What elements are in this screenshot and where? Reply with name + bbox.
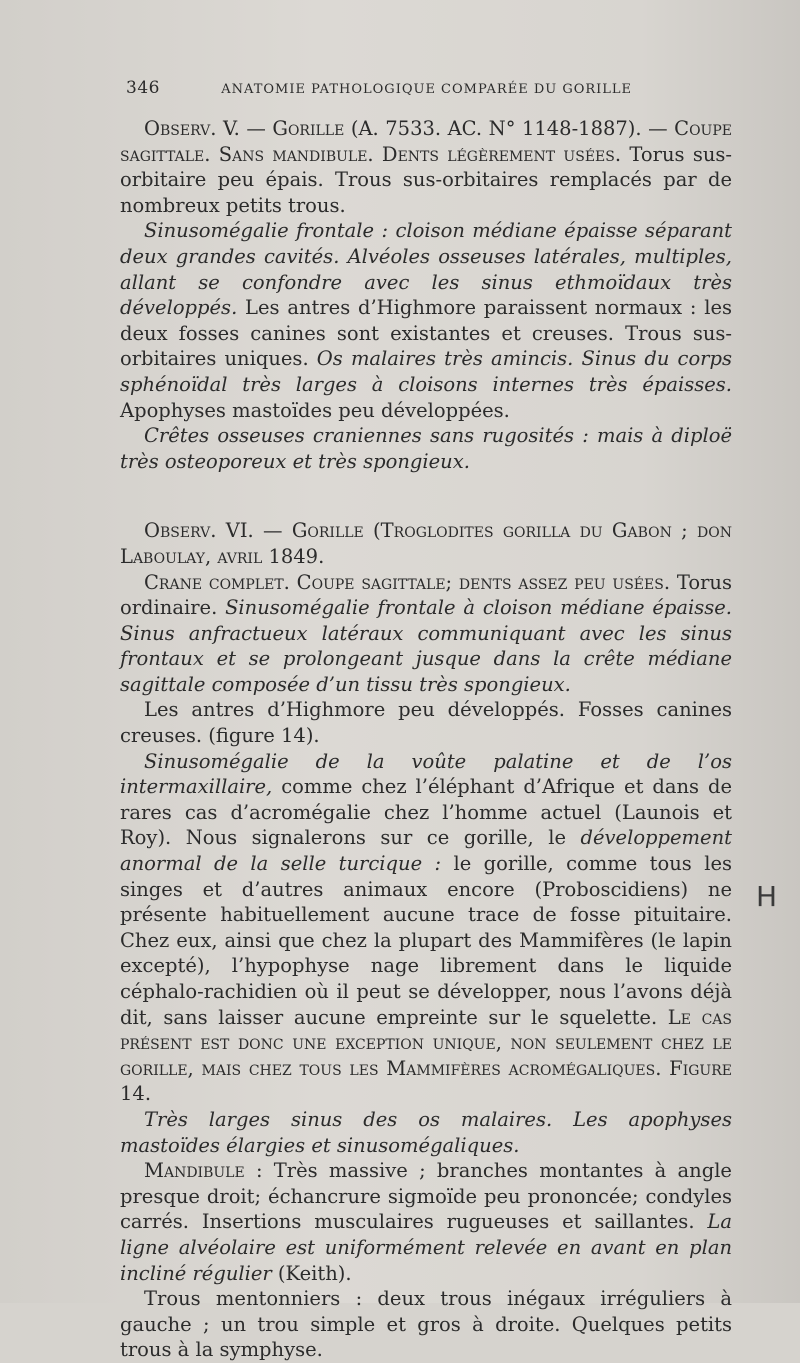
obs5-text: Torus sus-orbitaire peu épais. Trous sus-orbitaires remplacés par de nombreux petits trous. <box>120 142 732 217</box>
obs6-italic-3: développement anormal de la selle turcique : <box>120 826 732 876</box>
obs6-italic-5: La ligne alvéolaire est uniformément relevée en avant en plan incliné régulier <box>120 1210 732 1285</box>
obs6-smallcaps: Crane complet. Coupe sagittale; dents assez peu usées. <box>144 570 671 594</box>
obs6-italic-2: Sinusomégalie de la voûte palatine et de l’os intermaxillaire, <box>120 749 732 799</box>
obs5-italic: Sinusomégalie frontale : cloison médiane épaisse séparant deux grandes cavités. Alvéoles osseuses latérales, multiples, allant se confondre avec les sinus ethmoïdaux très développés. <box>120 219 732 320</box>
obs5-text-3: Apophyses mastoïdes peu développées. <box>120 398 510 422</box>
obs6-text-5: (Keith). <box>271 1261 352 1285</box>
running-title: ANATOMIE PATHOLOGIQUE COMPARÉE DU GORILLE <box>221 82 633 97</box>
obs5-italic-3: Crêtes osseuses craniennes sans rugosités : mais à diploë très osteoporeux et très spongieux. <box>120 424 732 473</box>
body-text <box>120 116 732 1363</box>
obs6-text: Torus ordinaire. <box>120 570 732 620</box>
obs6-paragraph-3 <box>120 749 732 1107</box>
obs6-heading-paragraph <box>120 518 732 569</box>
obs6-italic-4: Très larges sinus des os malaires. Les apophyses mastoïdes élargies et sinusomégaliques. <box>120 1107 732 1157</box>
obs6-text-3: le gorille, comme tous les singes et d’autres animaux encore (Proboscidiens) ne présente habituellement aucune trace de fosse pituitaire. Chez eux, ainsi que chez la plupart des Mammifères (le lapin excepté), l’hypophyse nage librement dans le liquide céphalo-rachidien où il peut se développer, nous l’avons déjà dit, sans laisser aucune empreinte sur le squelette. <box>120 852 732 1029</box>
obs6-text-4: Très massive ; branches montantes à angle presque droit; échancrure sigmoïde peu prononcée; condyles carrés. Insertions musculaires rugueuses et saillantes. <box>120 1159 732 1234</box>
obs6-paragraph-6: Trous mentonniers : deux trous inégaux irréguliers à gauche ; un trou simple et gros à droite. Quelques petits trous à la symphyse. <box>120 1287 732 1362</box>
page-number: 346 <box>126 78 160 98</box>
obs5-paragraph-1 <box>120 116 732 218</box>
running-header <box>126 78 646 98</box>
obs5-text-2: Les antres d’Highmore paraissent normaux : les deux fosses canines sont existantes et creuses. Trous sus-orbitaires uniques. <box>120 296 732 371</box>
obs6-heading: Observ. VI. — Gorille (Troglodites gorilla du Gabon ; don Laboulay, avril 1849. <box>120 519 732 568</box>
obs5-paragraph-2 <box>120 218 732 423</box>
obs6-paragraph-4 <box>120 1107 732 1158</box>
obs6-paragraph-5 <box>120 1158 732 1286</box>
obs6-italic: Sinusomégalie frontale à cloison médiane épaisse. Sinus anfractueux latéraux communiquant avec les sinus frontaux et se prolongeant jusque dans la crête médiane sagittale composée d’un tissu très spongieux. <box>120 596 732 696</box>
handwritten-margin-note: H <box>756 880 778 913</box>
obs6-smallcaps-2: Le cas présent est donc une exception unique, non seulement chez le gorille, mais chez tous les Mammifères acromégaliques. Figure 14. <box>120 1005 733 1106</box>
obs5-paragraph-3 <box>120 423 732 474</box>
obs6-text-2: comme chez l’éléphant d’Afrique et dans de rares cas d’acromégalie chez l’homme actuel (Launois et Roy). Nous signalerons sur ce gorille, le <box>120 775 732 850</box>
obs5-italic-2: Os malaires très amincis. Sinus du corps sphénoïdal très larges à cloisons internes très épaisses. <box>120 347 732 396</box>
obs5-heading: Observ. V. — Gorille (A. 7533. AC. N° 1148-1887). — Coupe sagittale. Sans mandibule. Dents légèrement usées. <box>120 117 732 166</box>
obs6-paragraph-2: Les antres d’Highmore peu développés. Fosses canines creuses. (figure 14). <box>120 698 732 748</box>
obs6-paragraph-1 <box>120 570 732 698</box>
mandibule-label: Mandibule : <box>144 1159 263 1183</box>
section-gap <box>120 474 732 518</box>
